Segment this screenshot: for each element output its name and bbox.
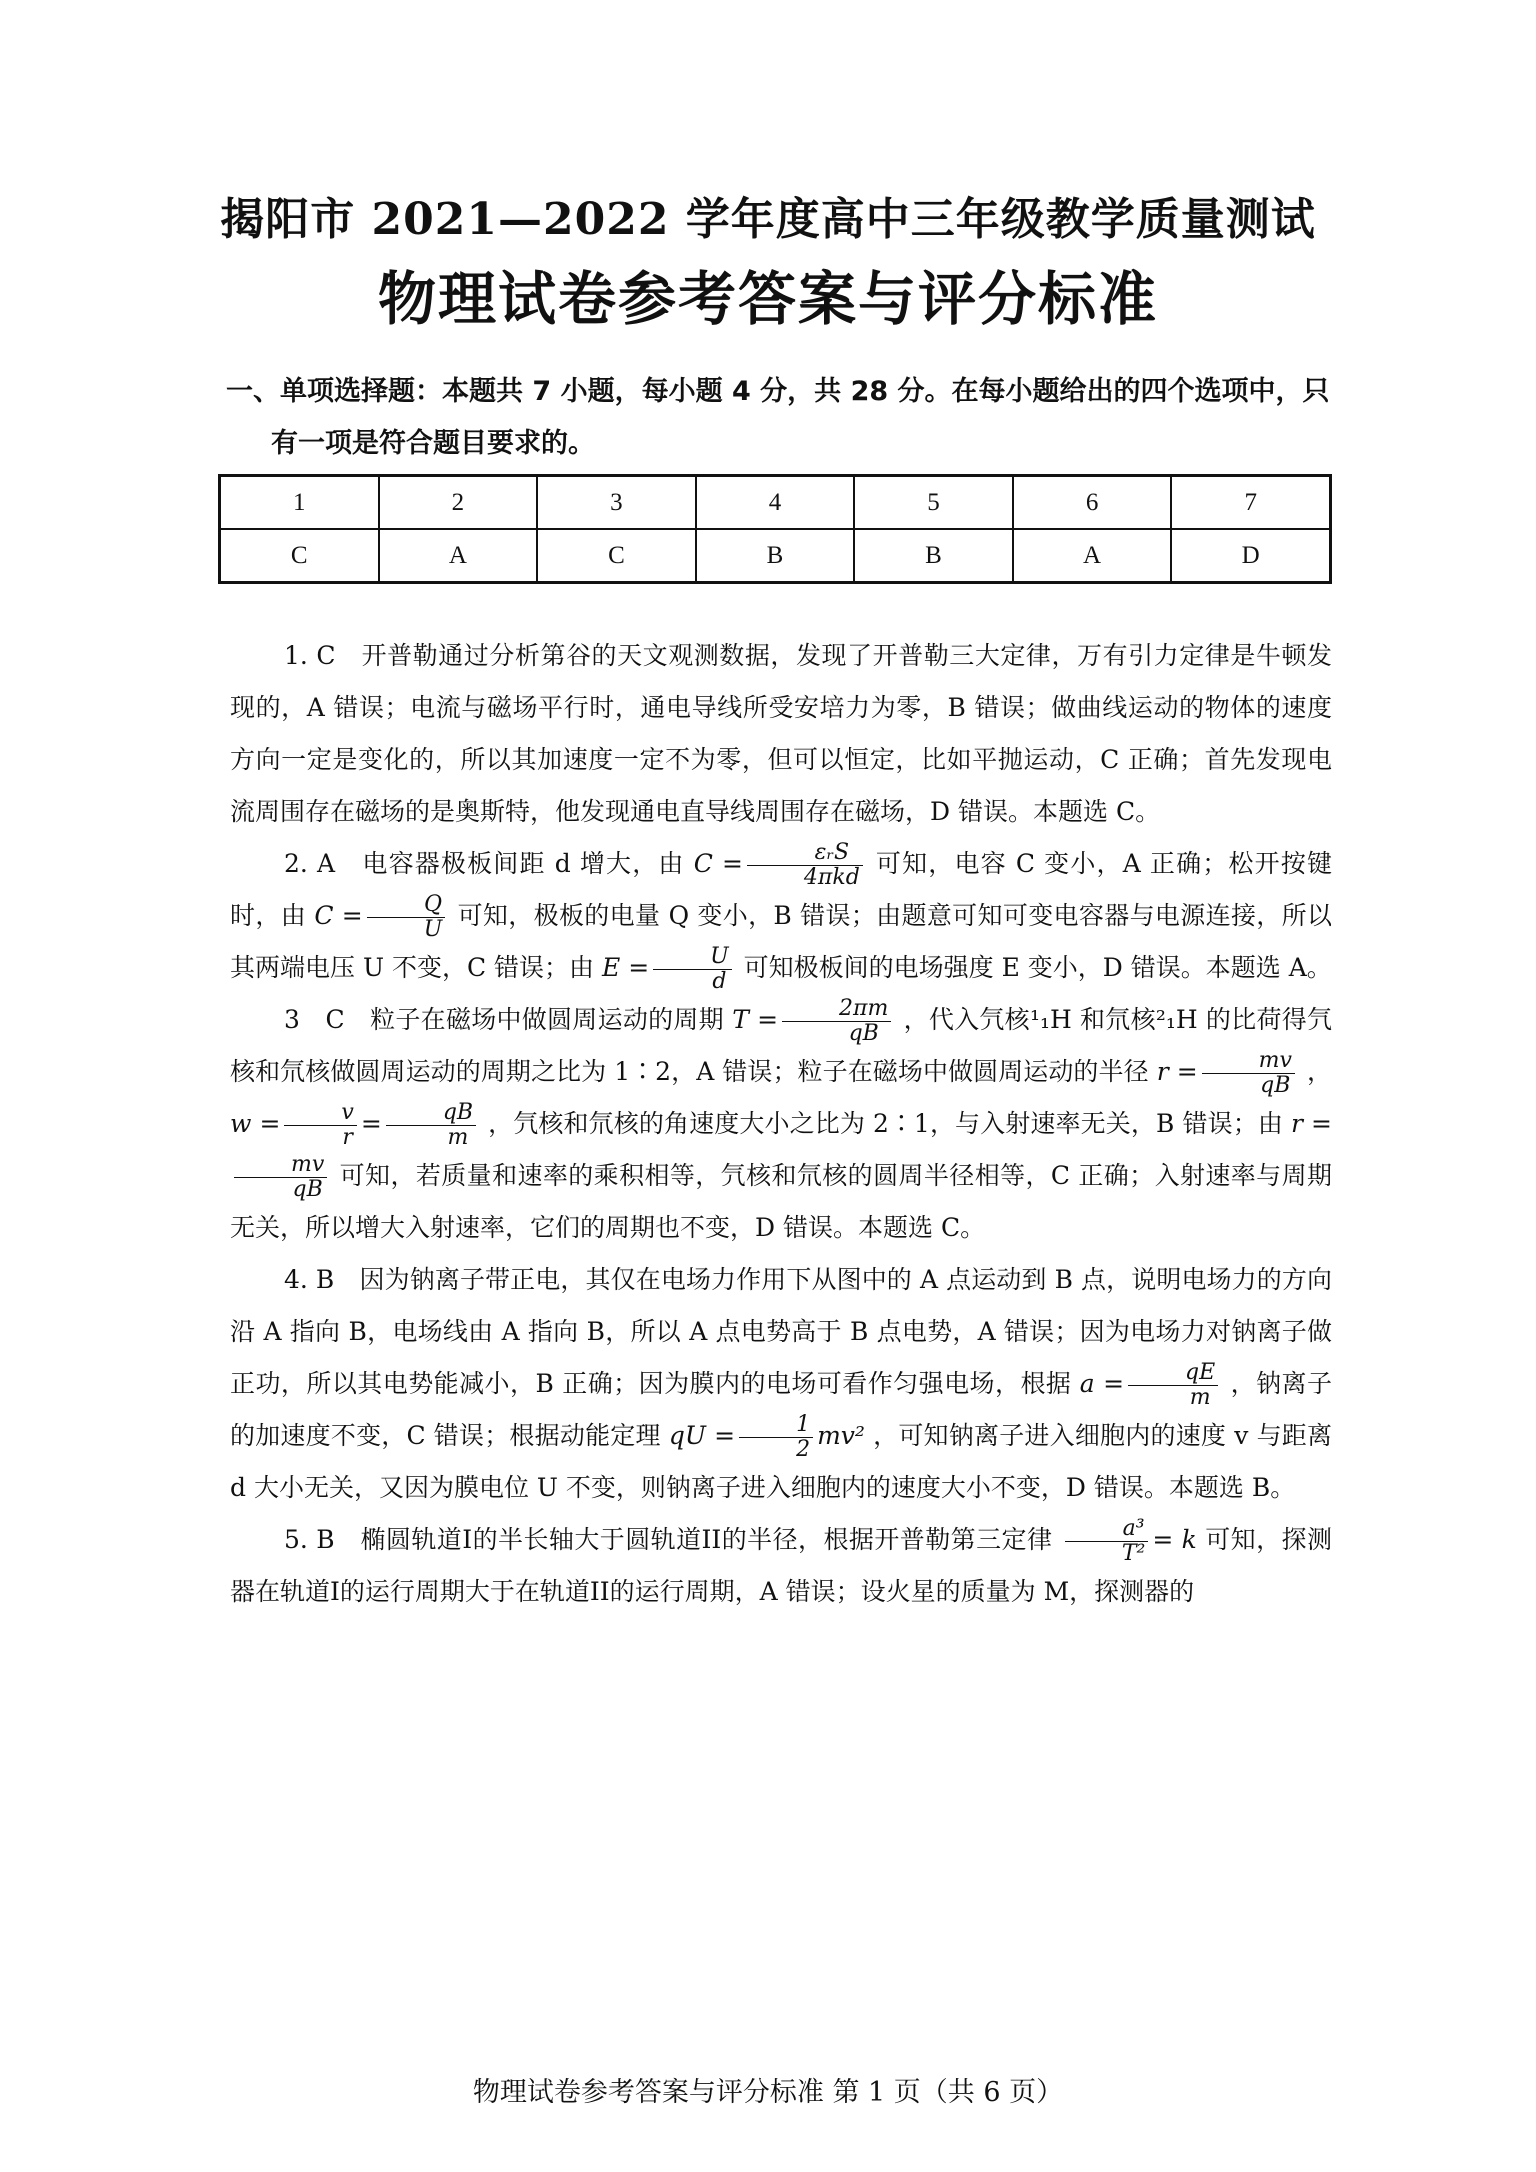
q3-text-e: 可知，若质量和速率的乘积相等，氕核和氘核的圆周半径相等，C 正确；入射速率与周期无关，所以增大入射速率，它们的周期也不变，D 错误。本题选 C。 [230, 1161, 1332, 1242]
frac-denominator: r [342, 1125, 353, 1150]
charge-formula-lhs: C = [314, 901, 363, 930]
answer-cell: B [854, 529, 1013, 583]
capacitance-formula-lhs: C = [693, 849, 743, 878]
explanation-q5 [230, 1514, 1332, 1618]
answer-table-answer-row [220, 529, 1331, 583]
frac-denominator: U [423, 917, 443, 942]
section-heading-line-2: 有一项是符合题目要求的。 [271, 428, 595, 459]
question-number: 5 [854, 476, 1013, 530]
q3-text-c: ， [1306, 1057, 1332, 1086]
kinetic-formula-rhs: mv² [817, 1421, 865, 1450]
omega-formula-lhs: w = [230, 1109, 281, 1138]
q4-text-b: ，钠离子的加速度不变，C 错误；根据动能定理 [230, 1369, 1332, 1450]
omega-formula-part1 [284, 1101, 356, 1150]
q5-text-a: 5. B 椭圆轨道I的半长轴大于圆轨道II的半径，根据开普勒第三定律 [284, 1525, 1053, 1554]
kinetic-formula [739, 1413, 813, 1462]
question-number: 6 [1013, 476, 1172, 530]
answer-cell: C [220, 529, 379, 583]
explanation-q1: 1. C 开普勒通过分析第谷的天文观测数据，发现了开普勒三大定律，万有引力定律是牛顿发现的，A 错误；电流与磁场平行时，通电导线所受安培力为零，B 错误；做曲线运动的物体的速度方向一定是变化的，所以其加速度一定不为零，但可以恒定，比如平抛运动，C 正确；首先发现电流周围存在磁场的是奥斯特，他发现通电直导线周围存在磁场，D 错误。本题选 C。 [230, 641, 1332, 826]
q2-text-c: 可知，极板的电量 Q 变小，B 错误；由题意可知可变电容器与电源连接，所以其两端电压 U 不变，C 错误；由 [230, 901, 1332, 982]
radius-formula-lhs: r = [1156, 1057, 1198, 1086]
kepler-formula [1065, 1517, 1149, 1566]
radius2-formula [234, 1153, 327, 1202]
frac-numerator: a³ [1065, 1517, 1149, 1542]
frac-numerator: 2πm [782, 997, 891, 1022]
frac-numerator: qB [386, 1101, 476, 1126]
title-line-2: 物理试卷参考答案与评分标准 [377, 265, 1158, 333]
frac-denominator: qB [1260, 1073, 1291, 1098]
frac-denominator: qB [848, 1021, 879, 1046]
question-number: 2 [379, 476, 538, 530]
field-formula [653, 945, 732, 994]
q3-text-a: 3 C 粒子在磁场中做圆周运动的周期 [284, 1005, 724, 1034]
q5-text-b: 可知，探测器在轨道I的运行周期大于在轨道II的运行周期，A 错误；设火星的质量为 M，探测器的 [230, 1525, 1332, 1606]
frac-denominator: 4πkd [803, 865, 860, 890]
question-number: 4 [696, 476, 855, 530]
radius-formula [1202, 1049, 1295, 1098]
frac-numerator: qE [1128, 1361, 1218, 1386]
answer-cell: D [1171, 529, 1330, 583]
answer-table [218, 474, 1332, 584]
frac-numerator: εᵣS [747, 841, 863, 866]
q3-text-d: ，氕核和氘核的角速度大小之比为 2∶1，与入射速率无关，B 错误；由 [488, 1109, 1283, 1138]
answer-cell: C [537, 529, 696, 583]
accel-formula [1128, 1361, 1218, 1410]
charge-formula [367, 893, 446, 942]
question-number: 3 [537, 476, 696, 530]
q2-text-a: 2. A 电容器极板间距 d 增大，由 [284, 849, 685, 878]
frac-numerator: mv [234, 1153, 327, 1178]
answer-cell: A [379, 529, 538, 583]
capacitance-formula [747, 841, 863, 890]
frac-numerator: Q [367, 893, 446, 918]
q3-text-b: ，代入氕核¹₁H 和氘核²₁H 的比荷得氕核和氘核做圆周运动的周期之比为 1∶2，A 错误；粒子在磁场中做圆周运动的半径 [230, 1005, 1332, 1086]
answer-cell: A [1013, 529, 1172, 583]
frac-denominator: m [1189, 1385, 1211, 1410]
answer-cell: B [696, 529, 855, 583]
frac-numerator: v [284, 1101, 356, 1126]
question-number: 1 [220, 476, 379, 530]
answer-table-number-row [220, 476, 1331, 530]
omega-formula-part2 [386, 1101, 476, 1150]
q2-text-b: 可知，电容 C 变小，A 正确；松开按键时，由 [230, 849, 1332, 930]
frac-numerator: 1 [739, 1413, 813, 1438]
field-formula-lhs: E = [602, 953, 650, 982]
explanation-q2 [230, 838, 1332, 994]
period-formula-lhs: T = [732, 1005, 779, 1034]
equals-sign: = [360, 1109, 382, 1138]
frac-denominator: d [712, 969, 727, 994]
q4-text-c: ，可知钠离子进入细胞内的速度 v 与距离 d 大小无关，又因为膜电位 U 不变，则钠离子进入细胞内的速度大小不变，D 错误。本题选 B。 [230, 1421, 1333, 1502]
frac-numerator: U [653, 945, 732, 970]
radius2-formula-lhs: r = [1291, 1109, 1332, 1138]
explanations [230, 630, 1332, 1618]
title-line-1: 揭阳市 2021—2022 学年度高中三年级教学质量测试 [220, 194, 1316, 245]
frac-denominator: qB [292, 1177, 323, 1202]
frac-denominator: 2 [796, 1437, 811, 1462]
explanation-q3 [230, 994, 1332, 1254]
period-formula [782, 997, 891, 1046]
page-footer: 物理试卷参考答案与评分标准 第 1 页（共 6 页） [472, 2077, 1064, 2108]
frac-denominator: T² [1121, 1541, 1146, 1566]
kepler-formula-rhs: = k [1152, 1525, 1197, 1554]
frac-denominator: m [447, 1125, 469, 1150]
q4-text-a: 4. B 因为钠离子带正电，其仅在电场力作用下从图中的 A 点运动到 B 点，说明电场力的方向沿 A 指向 B，电场线由 A 指向 B，所以 A 点电势高于 B 点电势，A 错误；因为电场力对钠离子做正功，所以其电势能减小，B 正确；因为膜内的电场可看作匀强电场，根据 [230, 1265, 1332, 1398]
frac-numerator: mv [1202, 1049, 1295, 1074]
kinetic-formula-lhs: qU = [668, 1421, 736, 1450]
section-heading-line-1: 一、单项选择题：本题共 7 小题，每小题 4 分，共 28 分。在每小题给出的四个选项中，只 [226, 376, 1330, 407]
section-heading [226, 366, 1336, 470]
explanation-q4 [230, 1254, 1332, 1514]
q2-text-d: 可知极板间的电场强度 E 变小，D 错误。本题选 A。 [743, 953, 1332, 982]
question-number: 7 [1171, 476, 1330, 530]
accel-formula-lhs: a = [1079, 1369, 1125, 1398]
